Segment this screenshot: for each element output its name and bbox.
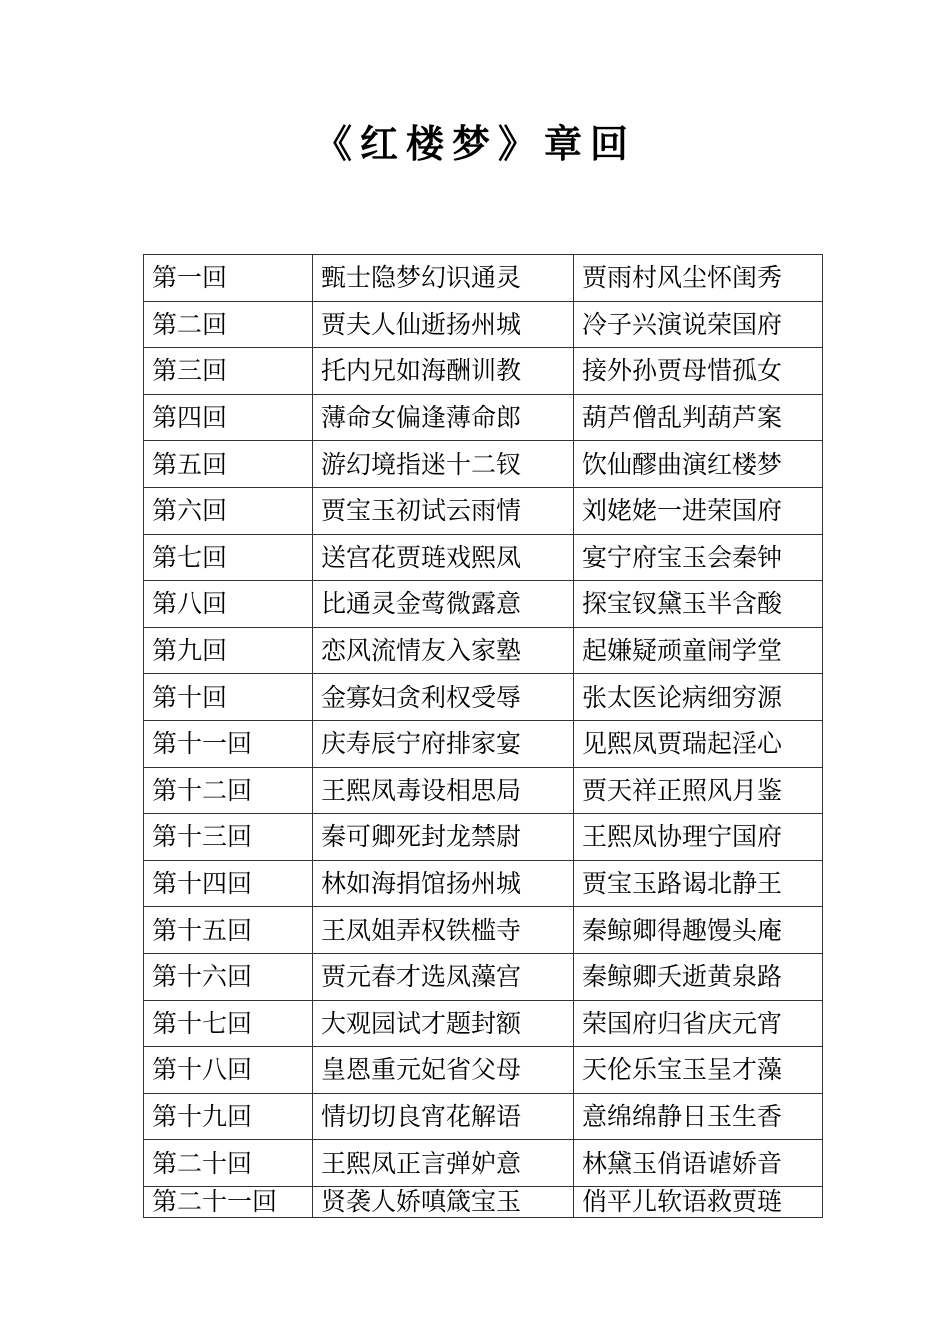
chapter-title-first-line: 贾元春才选凤藻宫 <box>313 953 574 1000</box>
table-row <box>144 1093 823 1140</box>
chapter-title-first-line: 贤袭人娇嗔箴宝玉 <box>313 1186 574 1217</box>
table-row <box>144 860 823 907</box>
table-row <box>144 348 823 395</box>
chapter-number-cell: 第二十一回 <box>144 1186 313 1217</box>
chapter-title-first-line: 皇恩重元妃省父母 <box>313 1047 574 1094</box>
chapter-title-second-line: 荣国府归省庆元宵 <box>574 1000 823 1047</box>
chapter-number-cell: 第十五回 <box>144 907 313 954</box>
chapter-number-cell: 第七回 <box>144 534 313 581</box>
table-row <box>144 814 823 861</box>
chapter-title-first-line: 比通灵金莺微露意 <box>313 581 574 628</box>
table-row <box>144 1000 823 1047</box>
table-row <box>144 441 823 488</box>
chapter-number-cell: 第十九回 <box>144 1093 313 1140</box>
chapter-number-cell: 第九回 <box>144 627 313 674</box>
chapter-title-first-line: 秦可卿死封龙禁尉 <box>313 814 574 861</box>
chapter-title-first-line: 大观园试才题封额 <box>313 1000 574 1047</box>
chapter-title-second-line: 贾宝玉路谒北静王 <box>574 860 823 907</box>
table-row <box>144 534 823 581</box>
table-row <box>144 767 823 814</box>
chapter-title-first-line: 游幻境指迷十二钗 <box>313 441 574 488</box>
chapter-title-second-line: 宴宁府宝玉会秦钟 <box>574 534 823 581</box>
table-row <box>144 487 823 534</box>
chapter-title-first-line: 林如海捐馆扬州城 <box>313 860 574 907</box>
chapter-title-second-line: 张太医论病细穷源 <box>574 674 823 721</box>
chapter-title-second-line: 饮仙醪曲演红楼梦 <box>574 441 823 488</box>
chapter-number-cell: 第六回 <box>144 487 313 534</box>
chapter-number-cell: 第十四回 <box>144 860 313 907</box>
table-row <box>144 1140 823 1187</box>
chapter-title-second-line: 俏平儿软语救贾琏 <box>574 1186 823 1217</box>
chapter-table <box>143 254 823 1218</box>
chapter-number-cell: 第五回 <box>144 441 313 488</box>
chapter-title-second-line: 意绵绵静日玉生香 <box>574 1093 823 1140</box>
chapter-number-cell: 第一回 <box>144 255 313 302</box>
chapter-title-second-line: 冷子兴演说荣国府 <box>574 301 823 348</box>
table-row <box>144 953 823 1000</box>
chapter-title-first-line: 甄士隐梦幻识通灵 <box>313 255 574 302</box>
chapter-number-cell: 第十一回 <box>144 720 313 767</box>
chapter-title-first-line: 金寡妇贪利权受辱 <box>313 674 574 721</box>
table-row <box>144 301 823 348</box>
chapter-title-second-line: 葫芦僧乱判葫芦案 <box>574 394 823 441</box>
chapter-title-first-line: 庆寿辰宁府排家宴 <box>313 720 574 767</box>
chapter-title-second-line: 贾天祥正照风月鉴 <box>574 767 823 814</box>
chapter-title-second-line: 见熙凤贾瑞起淫心 <box>574 720 823 767</box>
chapter-table-body <box>144 255 823 1218</box>
table-row <box>144 581 823 628</box>
table-row <box>144 394 823 441</box>
chapter-number-cell: 第十七回 <box>144 1000 313 1047</box>
table-row <box>144 1186 823 1217</box>
chapter-title-second-line: 天伦乐宝玉呈才藻 <box>574 1047 823 1094</box>
chapter-number-cell: 第十回 <box>144 674 313 721</box>
chapter-number-cell: 第十二回 <box>144 767 313 814</box>
chapter-number-cell: 第二回 <box>144 301 313 348</box>
table-row <box>144 627 823 674</box>
chapter-title-second-line: 秦鲸卿夭逝黄泉路 <box>574 953 823 1000</box>
page-title: 《红楼梦》章回 <box>313 121 636 166</box>
chapter-title-first-line: 送宫花贾琏戏熙凤 <box>313 534 574 581</box>
chapter-title-first-line: 王凤姐弄权铁槛寺 <box>313 907 574 954</box>
chapter-title-first-line: 托内兄如海酬训教 <box>313 348 574 395</box>
chapter-title-first-line: 王熙凤毒设相思局 <box>313 767 574 814</box>
chapter-title-second-line: 林黛玉俏语谑娇音 <box>574 1140 823 1187</box>
chapter-title-first-line: 贾宝玉初试云雨情 <box>313 487 574 534</box>
table-row <box>144 907 823 954</box>
chapter-title-second-line: 起嫌疑顽童闹学堂 <box>574 627 823 674</box>
chapter-title-second-line: 接外孙贾母惜孤女 <box>574 348 823 395</box>
chapter-title-first-line: 王熙凤正言弹妒意 <box>313 1140 574 1187</box>
chapter-number-cell: 第十八回 <box>144 1047 313 1094</box>
table-row <box>144 255 823 302</box>
chapter-number-cell: 第三回 <box>144 348 313 395</box>
chapter-title-second-line: 秦鲸卿得趣馒头庵 <box>574 907 823 954</box>
chapter-title-first-line: 薄命女偏逢薄命郎 <box>313 394 574 441</box>
chapter-number-cell: 第十三回 <box>144 814 313 861</box>
chapter-title-second-line: 刘姥姥一进荣国府 <box>574 487 823 534</box>
table-row <box>144 720 823 767</box>
chapter-title-first-line: 贾夫人仙逝扬州城 <box>313 301 574 348</box>
chapter-title-first-line: 情切切良宵花解语 <box>313 1093 574 1140</box>
chapter-title-second-line: 贾雨村风尘怀闺秀 <box>574 255 823 302</box>
table-row <box>144 674 823 721</box>
chapter-title-second-line: 探宝钗黛玉半含酸 <box>574 581 823 628</box>
chapter-number-cell: 第八回 <box>144 581 313 628</box>
chapter-number-cell: 第四回 <box>144 394 313 441</box>
chapter-number-cell: 第十六回 <box>144 953 313 1000</box>
chapter-title-second-line: 王熙凤协理宁国府 <box>574 814 823 861</box>
chapter-number-cell: 第二十回 <box>144 1140 313 1187</box>
table-row <box>144 1047 823 1094</box>
chapter-title-first-line: 恋风流情友入家塾 <box>313 627 574 674</box>
